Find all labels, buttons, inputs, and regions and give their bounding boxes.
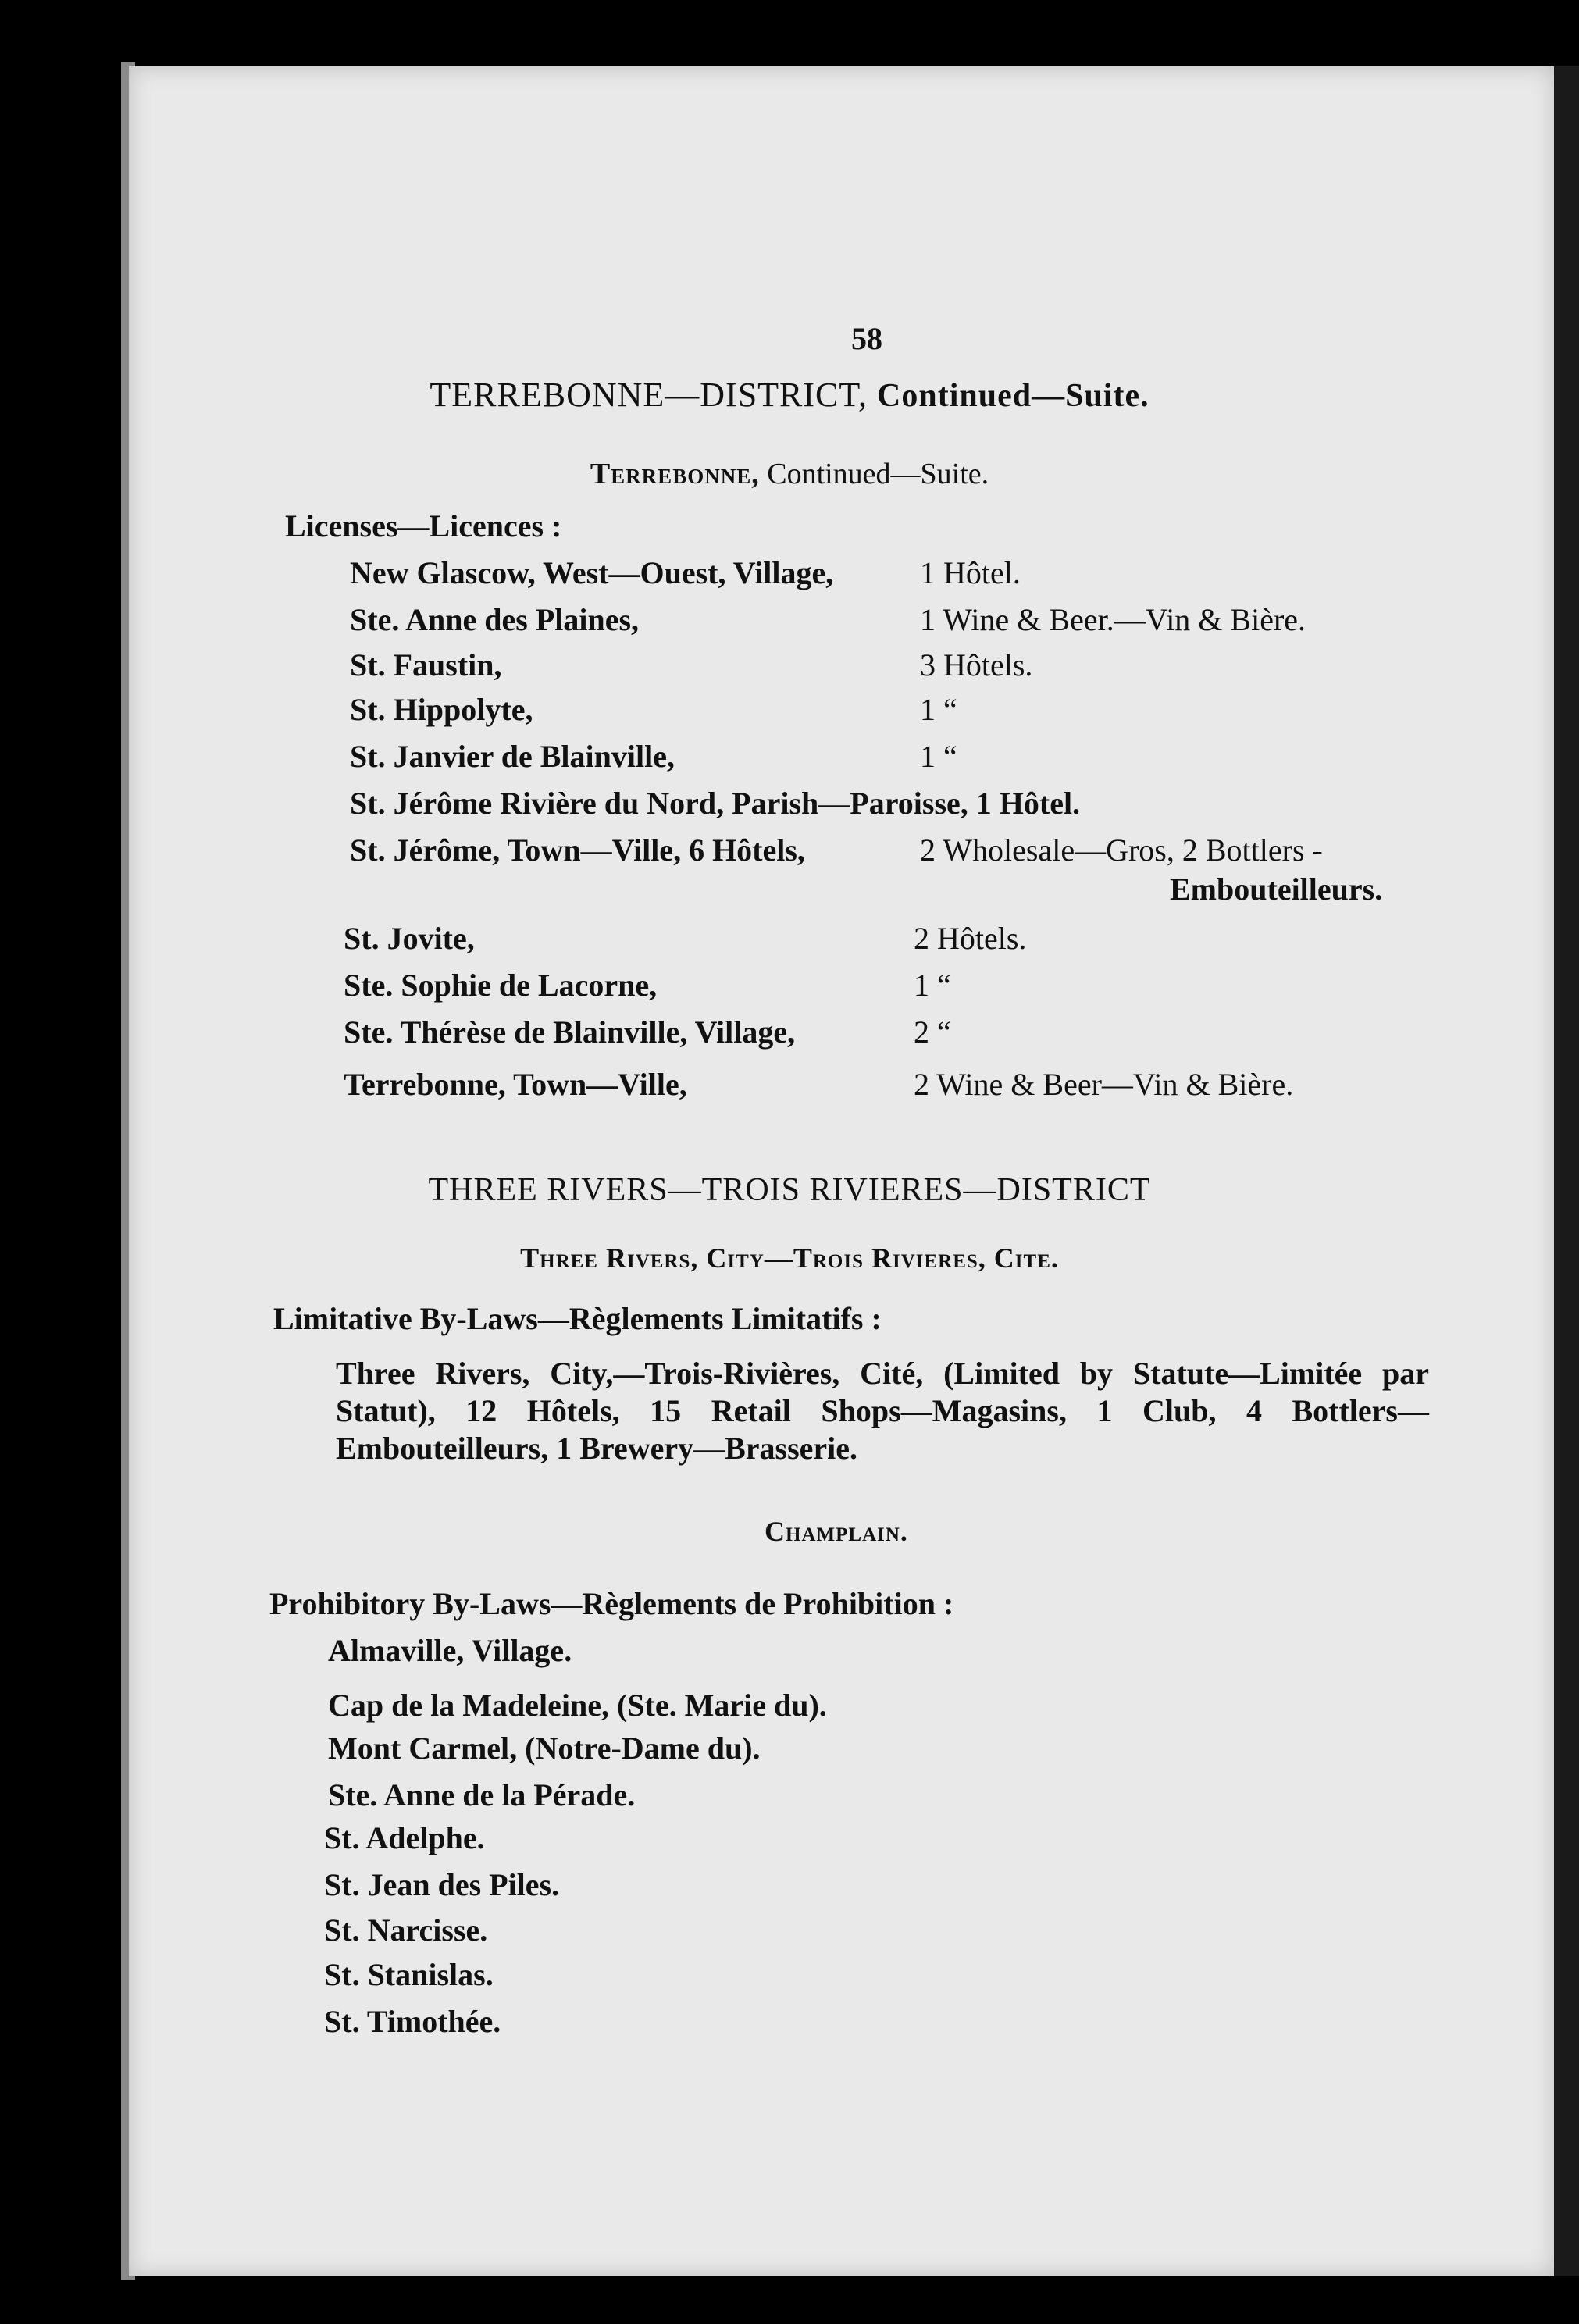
prohibitory-item: Cap de la Madeleine, (Ste. Marie du).: [328, 1688, 827, 1723]
prohibitory-item: St. Jean des Piles.: [324, 1867, 560, 1902]
district-heading-continued: Continued—Suite.: [877, 378, 1149, 414]
county-heading-name: Terrebonne,: [590, 458, 760, 490]
license-value: 2 Hôtels.: [914, 921, 1027, 956]
license-value: 2 Wholesale—Gros, 2 Bottlers -: [920, 832, 1323, 868]
prohibitory-item: St. Narcisse.: [324, 1912, 488, 1948]
license-value: 2 Wine & Beer—Vin & Bière.: [914, 1067, 1294, 1102]
license-place: St. Faustin,: [350, 647, 502, 683]
prohibitory-item: Mont Carmel, (Notre-Dame du).: [328, 1731, 761, 1766]
license-place: Ste. Anne des Plaines,: [350, 602, 640, 637]
prohibitory-item: St. Adelphe.: [324, 1820, 485, 1855]
three-rivers-subheading: Three Rivers, City—Trois Rivieres, Cite.: [520, 1242, 1059, 1274]
license-value: 1 “: [920, 692, 957, 727]
licenses-label: Licenses—Licences :: [285, 508, 562, 544]
champlain-heading: Champlain.: [765, 1516, 908, 1547]
license-place: Terrebonne, Town—Ville,: [344, 1067, 687, 1102]
page-number: 58: [851, 321, 882, 356]
license-place: Ste. Thérèse de Blainville, Village,: [344, 1014, 796, 1050]
license-place: New Glascow, West—Ouest, Village,: [350, 555, 834, 590]
county-heading-continued: Continued—Suite.: [767, 458, 989, 490]
license-place: Ste. Sophie de Lacorne,: [344, 968, 658, 1003]
three-rivers-heading: THREE RIVERS—TROIS RIVIERES—DISTRICT: [428, 1172, 1151, 1208]
license-place: St. Jérôme, Town—Ville, 6 Hôtels,: [350, 832, 805, 868]
license-place: St. Jérôme Rivière du Nord, Parish—Paroisse, 1 Hôtel.: [350, 786, 1081, 821]
license-value: 1 Hôtel.: [920, 555, 1021, 590]
prohibitory-label: Prohibitory By-Laws—Règlements de Prohibition :: [269, 1586, 954, 1621]
license-place: St. Janvier de Blainville,: [350, 739, 675, 774]
prohibitory-item: Almaville, Village.: [328, 1633, 572, 1668]
license-place: St. Hippolyte,: [350, 692, 533, 727]
limitative-text: Three Rivers, City,—Trois-Rivières, Cité, (Limited by Statute—Limitée par Statut), 12 Hôtels, 15 Retail Shops—Magasins, 1 Club, 4 Bottlers—Embouteilleurs, 1 Brewery—Brasserie.: [336, 1356, 1429, 1466]
prohibitory-item: St. Stanislas.: [324, 1957, 494, 1992]
license-value: Embouteilleurs.: [1170, 872, 1383, 907]
license-value: 1 Wine & Beer.—Vin & Bière.: [920, 602, 1306, 637]
district-heading: [0, 375, 1579, 415]
license-value: 3 Hôtels.: [920, 647, 1033, 683]
prohibitory-item: St. Timothée.: [324, 2004, 501, 2039]
district-heading-title: TERREBONNE—DISTRICT,: [430, 376, 868, 414]
limitative-label: Limitative By-Laws—Règlements Limitatifs :: [273, 1301, 882, 1336]
license-value: 2 “: [914, 1014, 951, 1050]
prohibitory-item: Ste. Anne de la Pérade.: [328, 1777, 636, 1813]
license-value: 1 “: [914, 968, 951, 1003]
license-place: St. Jovite,: [344, 921, 475, 956]
license-value: 1 “: [920, 739, 957, 774]
county-heading: [0, 457, 1579, 491]
